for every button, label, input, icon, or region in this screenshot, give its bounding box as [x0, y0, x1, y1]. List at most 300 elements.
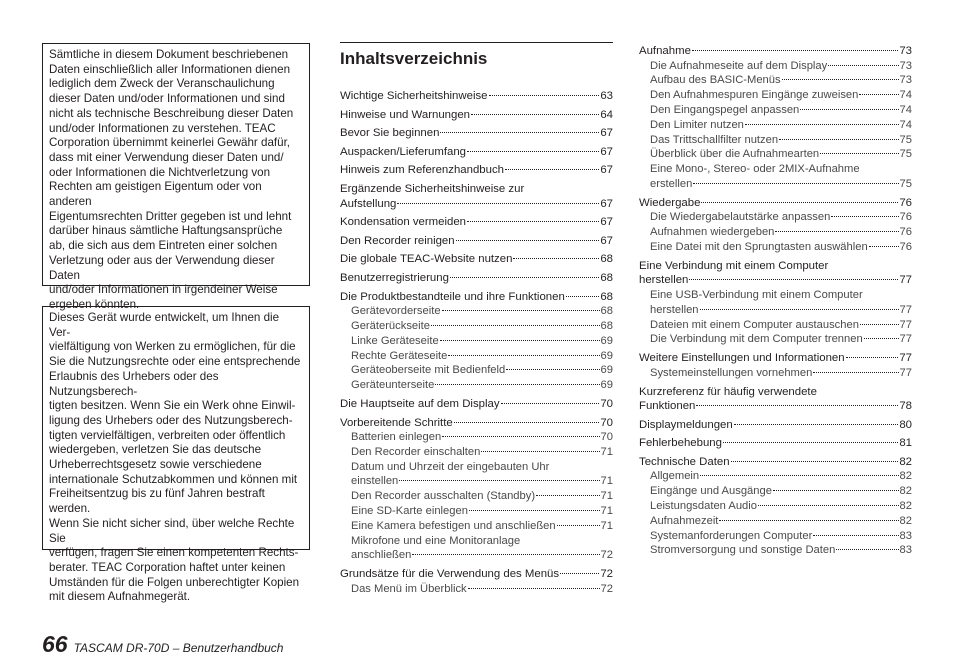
- toc-page-number: 71: [600, 475, 613, 488]
- toc-dot-leader: [773, 490, 899, 491]
- toc-dot-leader: [536, 495, 599, 496]
- toc-entry-text: anschließen: [351, 549, 412, 562]
- footer-title: TASCAM DR-70D – Benutzerhandbuch: [73, 641, 284, 655]
- notice-line: Freiheitsentzug bis zu fünf Jahren bestraft werden.: [49, 487, 265, 516]
- toc-entry-text: Aufbau des BASIC-Menüs: [650, 74, 781, 87]
- toc-page-number: 68: [600, 319, 613, 332]
- notice-line: ab, die sich aus dem Eintreten einer solchen: [49, 239, 278, 253]
- toc-page-number: 74: [899, 89, 912, 102]
- notice-line: Corporation übernimmt keinerlei Gewähr dafür,: [49, 136, 291, 150]
- toc-entry-row: [340, 416, 613, 431]
- toc-entry[interactable]: [340, 567, 613, 582]
- toc-entry-text: Leistungsdaten Audio: [650, 500, 757, 513]
- toc-page-number: 76: [899, 240, 912, 253]
- notice-line: vielfältigung von Werken zu ermöglichen, für die: [49, 340, 296, 354]
- toc-subentry[interactable]: [340, 489, 613, 504]
- toc-subentry[interactable]: [340, 460, 613, 490]
- toc-entry-text: Den Limiter nutzen: [650, 118, 744, 131]
- toc-dot-leader: [719, 520, 898, 521]
- toc-subentry[interactable]: [639, 225, 912, 240]
- toc-entry[interactable]: [340, 163, 613, 178]
- toc-dot-leader: [758, 505, 899, 506]
- toc-dot-leader: [506, 369, 599, 370]
- toc-subentry[interactable]: [639, 484, 912, 499]
- toc-entry-row: [650, 59, 912, 74]
- toc-column-right: [639, 40, 912, 558]
- toc-entry-text-line1: Eine Verbindung mit einem Computer: [639, 259, 829, 272]
- toc-entry-row: [650, 318, 912, 333]
- notice-line: Rechten am geistigen Eigentum oder von anderen: [49, 180, 262, 209]
- toc-entry-text-line1: Datum und Uhrzeit der eingebauten Uhr: [351, 460, 550, 473]
- toc-page-number: 67: [600, 234, 613, 247]
- toc-page-number: 75: [899, 177, 912, 190]
- toc-subentry[interactable]: [639, 514, 912, 529]
- toc-entry[interactable]: [639, 351, 912, 366]
- toc-dot-leader: [454, 422, 600, 423]
- toc-page-number: 77: [899, 274, 912, 287]
- toc-subentry[interactable]: [340, 334, 613, 349]
- toc-dot-leader: [469, 510, 600, 511]
- toc-entry-text: Geräteoberseite mit Bedienfeld: [351, 364, 506, 377]
- toc-entry[interactable]: [639, 259, 912, 288]
- toc-entry-text: Gerätevorderseite: [351, 305, 441, 318]
- toc-entry-row: [650, 103, 912, 118]
- toc-entry-text: Allgemein: [650, 470, 700, 483]
- toc-subentry[interactable]: [639, 59, 912, 74]
- toc-entry-text: Aufnahmen wiedergeben: [650, 226, 775, 239]
- toc-page-number: 83: [899, 529, 912, 542]
- toc-entry-text: Wiedergabe: [639, 196, 701, 209]
- toc-entry-row: [351, 430, 613, 445]
- toc-entry-row: [351, 445, 613, 460]
- toc-entry-text: einstellen: [351, 475, 399, 488]
- toc-dot-leader: [471, 114, 599, 115]
- toc-dot-leader: [859, 94, 898, 95]
- toc-entry-text: Geräteunterseite: [351, 379, 435, 392]
- toc-dot-leader: [813, 535, 898, 536]
- toc-page-number: 67: [600, 164, 613, 177]
- toc-entry-row: [650, 332, 912, 347]
- notice-line: dass mit einer Verwendung dieser Daten und/: [49, 150, 284, 164]
- toc-subentry[interactable]: [340, 378, 613, 393]
- toc-page-number: 70: [600, 431, 613, 444]
- toc-entry-text: Hinweis zum Referenzhandbuch: [340, 164, 504, 177]
- toc-entry-row: [650, 303, 912, 318]
- toc-page-number: 74: [899, 103, 912, 116]
- toc-subentry[interactable]: [340, 582, 613, 597]
- notice-line: Erlaubnis des Urhebers oder des Nutzungsberech-: [49, 369, 219, 398]
- toc-dot-leader: [734, 424, 899, 425]
- toc-dot-leader: [505, 169, 599, 170]
- toc-subentry[interactable]: [639, 210, 912, 225]
- notice-line: tigten vervielfältigen, verbreiten oder öffentlich: [49, 428, 286, 442]
- toc-entry-row: [650, 240, 912, 255]
- toc-entry-row: [650, 543, 912, 558]
- toc-entry-row: [650, 118, 912, 133]
- toc-page-number: 71: [600, 490, 613, 503]
- toc-entry-text: Die Produktbestandteile und ihre Funktionen: [340, 290, 565, 303]
- toc-dot-leader: [782, 79, 899, 80]
- toc-entry-text: Displaymeldungen: [639, 418, 733, 431]
- toc-entry-row: [650, 469, 912, 484]
- toc-entry-text: Technische Daten: [639, 455, 730, 468]
- notice-line: Wenn Sie nicht sicher sind, über welche Rechte Sie: [49, 516, 295, 545]
- toc-entry[interactable]: [340, 182, 613, 211]
- notice-line: oder Informationen die Nichtverletzung von: [49, 165, 271, 179]
- toc-entry-text-line1: Eine Mono-, Stereo- oder 2MIX-Aufnahme: [650, 163, 860, 176]
- toc-entry-row: [351, 319, 613, 334]
- toc-dot-leader: [864, 338, 899, 339]
- toc-page-number: 75: [899, 133, 912, 146]
- toc-subentry[interactable]: [639, 543, 912, 558]
- toc-entry-row: [340, 271, 613, 286]
- toc-page-number: 77: [899, 366, 912, 379]
- toc-entry-text: Die globale TEAC-Website nutzen: [340, 253, 513, 266]
- toc-subentry[interactable]: [639, 147, 912, 162]
- toc-entry-row: [351, 504, 613, 519]
- toc-dot-leader: [846, 357, 899, 358]
- copyright-notice-box: [42, 306, 310, 604]
- toc-entry-row: [351, 334, 613, 349]
- toc-subentry[interactable]: [639, 240, 912, 255]
- toc-page-number: 77: [899, 352, 912, 365]
- toc-page-number: 82: [899, 514, 912, 527]
- toc-page-number: 64: [600, 108, 613, 121]
- toc-entry-row: [650, 147, 912, 162]
- toc-entry[interactable]: [639, 418, 912, 433]
- notice-line: Eigentumsrechten Dritter gegeben ist und lehnt: [49, 209, 292, 223]
- toc-page-number: 78: [899, 400, 912, 413]
- toc-dot-leader: [489, 95, 600, 96]
- toc-dot-leader: [820, 153, 898, 154]
- toc-entry-row: [650, 73, 912, 88]
- toc-dot-leader: [800, 109, 898, 110]
- toc-entry-row: [650, 514, 912, 529]
- toc-entry-text: Systemeinstellungen vornehmen: [650, 366, 813, 379]
- toc-dot-leader: [692, 50, 898, 51]
- toc-subentry[interactable]: [639, 318, 912, 333]
- toc-entry-text: Dateien mit einem Computer austauschen: [650, 318, 859, 331]
- notice-line: verfügen, fragen Sie einen kompetenten Rechts-: [49, 546, 299, 560]
- toc-entry-row: [639, 418, 912, 433]
- toc-subentry[interactable]: [340, 445, 613, 460]
- page-footer: [42, 631, 283, 658]
- toc-subentry[interactable]: [639, 133, 912, 148]
- toc-entry-text: Den Recorder reinigen: [340, 234, 455, 247]
- toc-entry-text: Überblick über die Aufnahmearten: [650, 148, 820, 161]
- toc-entry-text: Stromversorgung und sonstige Daten: [650, 544, 836, 557]
- toc-dot-leader: [467, 221, 599, 222]
- toc-entry-row: [650, 366, 912, 381]
- notice-line: ligung des Urhebers oder des Nutzungsberech-: [49, 413, 293, 427]
- toc-dot-leader: [442, 310, 600, 311]
- toc-subentry[interactable]: [639, 499, 912, 514]
- toc-entry-row: [639, 455, 912, 470]
- toc-entry-text: Die Aufnahmeseite auf dem Display: [650, 59, 828, 72]
- toc-entry-text: Wichtige Sicherheitshinweise: [340, 90, 488, 102]
- toc-entry-text: Batterien einlegen: [351, 431, 442, 444]
- toc-subentry[interactable]: [639, 469, 912, 484]
- toc-entry-row: [351, 378, 613, 393]
- toc-entry-row: [351, 548, 613, 563]
- toc-subentry[interactable]: [639, 332, 912, 347]
- toc-dot-leader: [701, 202, 898, 203]
- toc-entry-row: [650, 499, 912, 514]
- toc-entry-text: Benutzerregistrierung: [340, 271, 449, 284]
- toc-dot-leader: [696, 405, 898, 406]
- toc-page-number: 68: [600, 253, 613, 266]
- toc-dot-leader: [745, 124, 899, 125]
- notice-line: und/oder Informationen in irgendeiner Weise: [49, 283, 278, 297]
- toc-dot-leader: [440, 340, 600, 341]
- toc-title: Inhaltsverzeichnis: [340, 42, 613, 73]
- toc-subentry[interactable]: [340, 363, 613, 378]
- toc-page-number: 68: [600, 305, 613, 318]
- toc-dot-leader: [869, 246, 899, 247]
- toc-entry[interactable]: [340, 145, 613, 160]
- toc-dot-leader: [399, 480, 599, 481]
- toc-entry-row: [340, 126, 613, 141]
- notice-line: lediglich dem Zweck der Veranschaulichung: [49, 77, 275, 91]
- toc-page-number: 77: [899, 318, 912, 331]
- toc-entry-text: Aufnahme: [639, 45, 691, 57]
- toc-entry-row: [351, 349, 613, 364]
- toc-page-number: 69: [600, 379, 613, 392]
- toc-entry-row: [650, 529, 912, 544]
- toc-page-number: 69: [600, 349, 613, 362]
- toc-entry-row: [639, 351, 912, 366]
- toc-entry-text: Auspacken/Lieferumfang: [340, 145, 467, 158]
- toc-entry[interactable]: [639, 196, 912, 211]
- toc-entry-row: [351, 489, 613, 504]
- toc-entry[interactable]: [340, 108, 613, 123]
- toc-entry-row: [639, 399, 912, 414]
- toc-page-number: 73: [899, 59, 912, 72]
- toc-entry-row: [650, 88, 912, 103]
- toc-entry-row: [340, 89, 613, 104]
- page-number: 66: [42, 631, 68, 657]
- toc-subentry[interactable]: [639, 88, 912, 103]
- toc-subentry[interactable]: [340, 349, 613, 364]
- toc-entry-text: Rechte Geräteseite: [351, 349, 448, 362]
- toc-dot-leader: [779, 139, 898, 140]
- notice-line: Dieses Gerät wurde entwickelt, um Ihnen die Ver-: [49, 311, 280, 339]
- toc-entry-text-line1: Eine USB-Verbindung mit einem Computer: [650, 288, 863, 301]
- toc-page-number: 73: [899, 45, 912, 57]
- toc-subentry[interactable]: [639, 118, 912, 133]
- toc-dot-leader: [397, 203, 599, 204]
- toc-page-number: 71: [600, 519, 613, 532]
- toc-entry[interactable]: [639, 385, 912, 414]
- toc-dot-leader: [450, 277, 599, 278]
- toc-entry-text: Hinweise und Warnungen: [340, 108, 471, 121]
- toc-entry-text-line1: Mikrofone und eine Monitoranlage: [351, 534, 521, 547]
- toc-dot-leader: [831, 216, 898, 217]
- toc-dot-leader: [693, 183, 898, 184]
- toc-entry-text: Die Verbindung mit dem Computer trennen: [650, 333, 863, 346]
- toc-entry-row: [650, 177, 912, 192]
- toc-entry-text: Aufnahmezeit: [650, 514, 719, 527]
- toc-dot-leader: [560, 573, 599, 574]
- toc-subentry[interactable]: [340, 304, 613, 319]
- toc-entry[interactable]: [340, 234, 613, 249]
- toc-entry-text-line1: Ergänzende Sicherheitshinweise zur: [340, 182, 525, 195]
- toc-page-number: 80: [899, 418, 912, 431]
- toc-dot-leader: [513, 258, 599, 259]
- toc-subentry[interactable]: [639, 366, 912, 381]
- toc-entry-text: Funktionen: [639, 400, 696, 413]
- toc-dot-leader: [431, 325, 600, 326]
- toc-entry[interactable]: [340, 397, 613, 412]
- toc-entry-text: erstellen: [650, 177, 693, 190]
- toc-entry-text: herstellen: [650, 303, 699, 316]
- toc-entry[interactable]: [340, 215, 613, 230]
- notice-line: Verletzung oder aus der Verwendung dieser Daten: [49, 253, 275, 282]
- toc-page-number: 67: [600, 197, 613, 210]
- toc-entry-text: Eine SD-Karte einlegen: [351, 505, 468, 518]
- toc-dot-leader: [731, 461, 899, 462]
- toc-entry-row: [340, 397, 613, 412]
- toc-dot-leader: [448, 355, 599, 356]
- toc-page-number: 81: [899, 437, 912, 450]
- toc-subentry[interactable]: [340, 319, 613, 334]
- toc-entry-row: [351, 519, 613, 534]
- toc-entry-row: [340, 163, 613, 178]
- toc-entry-row: [650, 484, 912, 499]
- toc-entry[interactable]: [340, 126, 613, 141]
- toc-page-number: 82: [899, 470, 912, 483]
- toc-entry[interactable]: [639, 455, 912, 470]
- toc-dot-leader: [440, 132, 599, 133]
- toc-entry-text: Die Hauptseite auf dem Display: [340, 397, 500, 410]
- toc-subentry[interactable]: [639, 288, 912, 318]
- toc-page-number: 67: [600, 145, 613, 158]
- toc-subentry[interactable]: [340, 519, 613, 534]
- toc-entry[interactable]: [639, 44, 912, 59]
- notice-line: ergeben könnten.: [49, 297, 140, 311]
- toc-page-number: 75: [899, 148, 912, 161]
- toc-page-number: 82: [899, 500, 912, 513]
- toc-entry-row: [639, 273, 912, 288]
- toc-entry-text: Weitere Einstellungen und Informationen: [639, 352, 845, 365]
- toc-entry-row: [340, 290, 613, 305]
- toc-page-number: 82: [899, 485, 912, 498]
- toc-entry[interactable]: [340, 89, 613, 104]
- notice-line: und/oder Informationen zu verstehen. TEAC: [49, 121, 276, 135]
- notice-line: dieser Daten und/oder Informationen und sind: [49, 92, 285, 106]
- toc-entry-text: Eingänge und Ausgänge: [650, 485, 772, 498]
- toc-page-number: 67: [600, 127, 613, 140]
- notice-line: tigten besitzen. Wenn Sie ein Werk ohne Einwil-: [49, 399, 296, 413]
- notice-line: wiedergeben, verletzen Sie das deutsche: [49, 443, 262, 457]
- toc-subentry[interactable]: [639, 73, 912, 88]
- toc-entry-text: herstellen: [639, 274, 689, 287]
- toc-entry-text: Bevor Sie beginnen: [340, 127, 440, 140]
- toc-entry-row: [351, 474, 613, 489]
- toc-entry-row: [340, 108, 613, 123]
- toc-entry[interactable]: [340, 252, 613, 267]
- toc-entry-text: Eine Datei mit den Sprungtasten auswählen: [650, 240, 868, 253]
- notice-line: nicht als technische Beschreibung dieser Daten: [49, 106, 294, 120]
- toc-page-number: 72: [600, 568, 613, 581]
- toc-entry-row: [351, 582, 613, 597]
- toc-entry-text-line1: Kurzreferenz für häufig verwendete: [639, 385, 817, 398]
- toc-page-number: 77: [899, 333, 912, 346]
- toc-page-number: 67: [600, 216, 613, 229]
- toc-entry-row: [650, 133, 912, 148]
- toc-entry-text: Den Recorder ausschalten (Standby): [351, 490, 536, 503]
- toc-page-number: 69: [600, 334, 613, 347]
- toc-page-number: 68: [600, 271, 613, 284]
- toc-page-number: 70: [600, 416, 613, 429]
- toc-entry-text: Geräterückseite: [351, 319, 430, 332]
- toc-page-number: 76: [899, 211, 912, 224]
- toc-dot-leader: [442, 436, 599, 437]
- toc-subentry[interactable]: [639, 103, 912, 118]
- toc-entry[interactable]: [340, 271, 613, 286]
- toc-dot-leader: [775, 231, 898, 232]
- toc-entry-row: [340, 234, 613, 249]
- toc-page-number: 76: [899, 196, 912, 209]
- toc-entry-text: Kondensation vermeiden: [340, 216, 467, 229]
- toc-subentry[interactable]: [340, 430, 613, 445]
- toc-entry-text: Den Eingangspegel anpassen: [650, 103, 800, 116]
- toc-dot-leader: [467, 151, 599, 152]
- toc-dot-leader: [836, 549, 898, 550]
- toc-dot-leader: [481, 451, 599, 452]
- toc-dot-leader: [412, 554, 599, 555]
- toc-page-number: 71: [600, 445, 613, 458]
- notice-line: Urheberrechtsgesetz sowie verschiedene: [49, 458, 262, 472]
- toc-entry-text: Vorbereitende Schritte: [340, 416, 453, 429]
- toc-subentry[interactable]: [639, 162, 912, 192]
- toc-page-number: 73: [899, 74, 912, 87]
- toc-entry-row: [639, 196, 912, 211]
- toc-entry-text: Aufstellung: [340, 197, 397, 210]
- toc-dot-leader: [723, 442, 898, 443]
- toc-dot-leader: [435, 384, 599, 385]
- toc-dot-leader: [689, 279, 898, 280]
- toc-column-left: [340, 42, 613, 597]
- toc-subentry[interactable]: [639, 529, 912, 544]
- notice-line: Sämtliche in diesem Dokument beschriebenen: [49, 48, 289, 61]
- toc-entry-text: Das Menü im Überblick: [351, 582, 467, 595]
- toc-entry-text: Grundsätze für die Verwendung des Menüs: [340, 568, 560, 581]
- toc-entry-row: [340, 197, 613, 212]
- toc-entry-row: [639, 436, 912, 451]
- toc-entry[interactable]: [639, 436, 912, 451]
- toc-dot-leader: [501, 403, 600, 404]
- toc-subentry[interactable]: [340, 504, 613, 519]
- toc-dot-leader: [700, 309, 899, 310]
- toc-entry-text: Systemanforderungen Computer: [650, 529, 813, 542]
- toc-entry-text: Eine Kamera befestigen und anschließen: [351, 519, 556, 532]
- toc-entry-row: [351, 304, 613, 319]
- toc-page-number: 76: [899, 226, 912, 239]
- toc-page-number: 63: [600, 90, 613, 102]
- disclaimer-box: [42, 43, 310, 311]
- toc-page-number: 72: [600, 549, 613, 562]
- toc-entry[interactable]: [340, 290, 613, 305]
- toc-entry-row: [650, 210, 912, 225]
- toc-entry-text: Den Recorder einschalten: [351, 445, 481, 458]
- toc-entry-row: [639, 44, 912, 59]
- toc-entry-text: Fehlerbehebung: [639, 437, 722, 450]
- notice-line: berater. TEAC Corporation haftet unter keinen: [49, 560, 286, 574]
- toc-subentry[interactable]: [340, 534, 613, 564]
- toc-dot-leader: [860, 324, 899, 325]
- toc-entry[interactable]: [340, 416, 613, 431]
